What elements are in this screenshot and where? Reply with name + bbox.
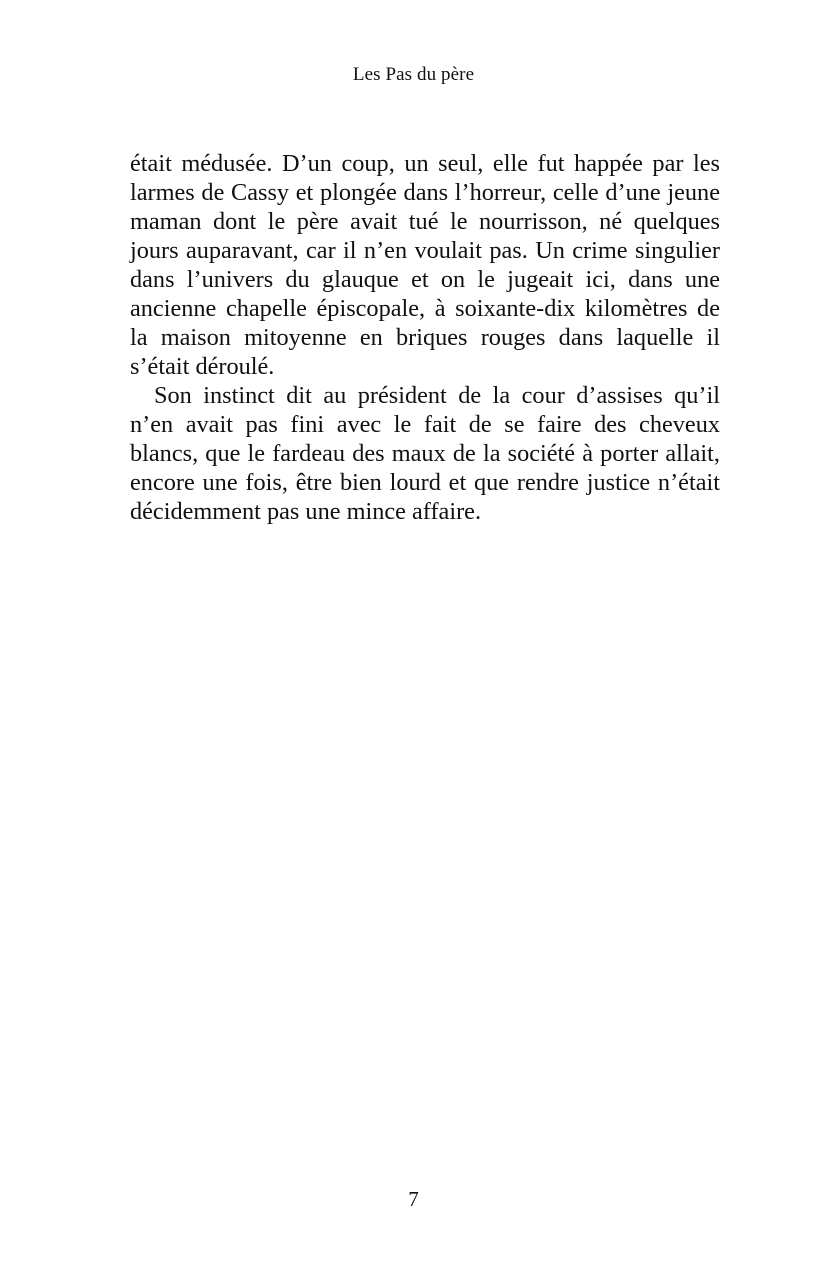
text-line: Son instinct dit au président de la cour d’assises qu’il — [154, 382, 720, 409]
text-line: jours auparavant, car il n’en voulait pas. Un crime singulier — [130, 237, 720, 264]
paragraph-2 — [130, 381, 720, 526]
paragraph-1 — [130, 149, 720, 381]
text-line: n’en avait pas fini avec le fait de se faire des cheveux — [130, 411, 720, 438]
page-number: 7 — [408, 1187, 419, 1211]
text-line: s’était déroulé. — [130, 353, 275, 380]
running-title: Les Pas du père — [352, 64, 475, 85]
text-line: la maison mitoyenne en briques rouges dans laquelle il — [130, 324, 720, 351]
body-text — [130, 149, 720, 526]
text-line: était médusée. D’un coup, un seul, elle fut happée par les — [130, 150, 720, 177]
text-line: blancs, que le fardeau des maux de la société à porter allait, — [130, 440, 720, 467]
text-line: encore une fois, être bien lourd et que rendre justice n’était — [130, 469, 720, 496]
text-line: maman dont le père avait tué le nourrisson, né quelques — [130, 208, 720, 235]
text-line: décidemment pas une mince affaire. — [130, 498, 482, 525]
text-line: larmes de Cassy et plongée dans l’horreur, celle d’une jeune — [130, 179, 720, 206]
text-line: dans l’univers du glauque et on le jugeait ici, dans une — [130, 266, 720, 293]
text-line: ancienne chapelle épiscopale, à soixante-dix kilomètres de — [130, 295, 720, 322]
